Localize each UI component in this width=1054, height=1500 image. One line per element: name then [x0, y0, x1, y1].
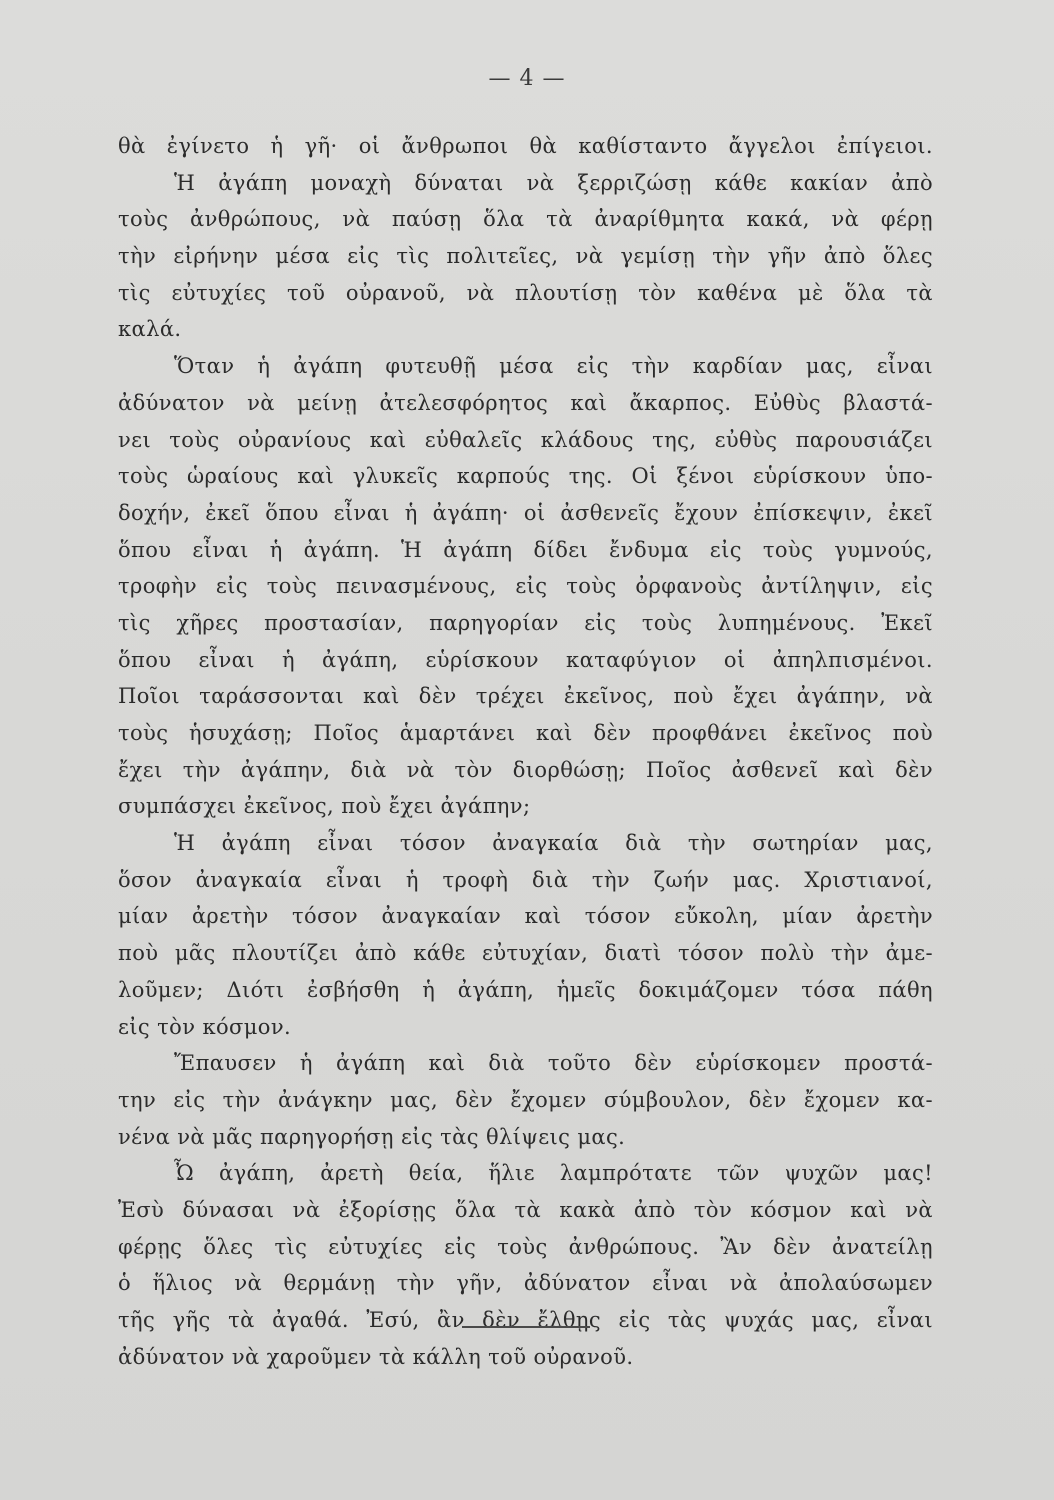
text-line: Ἡ ἀγάπη μοναχὴ δύναται νὰ ξερριζώσῃ κάθε κακίαν ἀπὸ [174, 170, 933, 195]
text-line: τροφὴν εἰς τοὺς πεινασμένους, εἰς τοὺς ὀρφανοὺς ἀντίληψιν, εἰς [118, 574, 933, 599]
text-line: θὰ ἐγίνετο ἡ γῆ· οἱ ἄνθρωποι θὰ καθίσταντο ἄγγελοι ἐπίγειοι. [118, 134, 933, 158]
text-line: ἀδύνατον νὰ μείνῃ ἀτελεσφόρητος καὶ ἄκαρπος. Εὐθὺς βλαστά- [118, 390, 933, 415]
text-line: εἰς τὸν κόσμον. [118, 1014, 292, 1039]
text-line: τοὺς ἀνθρώπους, νὰ παύσῃ ὅλα τὰ ἀναρίθμητα κακά, νὰ φέρῃ [118, 207, 933, 232]
text-line: τοὺς ὡραίους καὶ γλυκεῖς καρπούς της. Οἱ ξένοι εὑρίσκουν ὑπο- [118, 464, 933, 489]
text-line: Ποῖοι ταράσσονται καὶ δὲν τρέχει ἐκεῖνος, ποὺ ἔχει ἀγάπην, νὰ [118, 684, 933, 709]
text-line: ὅπου εἶναι ἡ ἀγάπη. Ἡ ἀγάπη δίδει ἔνδυμα εἰς τοὺς γυμνούς, [118, 537, 933, 562]
text-line: Ὅταν ἡ ἀγάπη φυτευθῇ μέσα εἰς τὴν καρδίαν μας, εἶναι [174, 354, 933, 379]
text-line: Ὦ ἀγάπη, ἀρετὴ θεία, ἥλιε λαμπρότατε τῶν ψυχῶν μας! [174, 1161, 933, 1186]
end-rule [462, 1326, 590, 1328]
text-line: ἀδύνατον νὰ χαροῦμεν τὰ κάλλη τοῦ οὐρανοῦ. [118, 1344, 634, 1369]
text-line: τοὺς ἡσυχάσῃ; Ποῖος ἁμαρτάνει καὶ δὲν προφθάνει ἐκεῖνος ποὺ [118, 721, 933, 745]
text-line: τὴν εἰρήνην μέσα εἰς τὶς πολιτεῖες, νὰ γεμίσῃ τὴν γῆν ἀπὸ ὅλες [118, 244, 933, 269]
text-line: τὶς εὐτυχίες τοῦ οὐρανοῦ, νὰ πλουτίσῃ τὸν καθένα μὲ ὅλα τὰ [118, 280, 933, 305]
text-line: Ἡ ἀγάπη εἶναι τόσον ἀναγκαία διὰ τὴν σωτηρίαν μας, [174, 831, 933, 856]
text-line: μίαν ἀρετὴν τόσον ἀναγκαίαν καὶ τόσον εὔκολη, μίαν ἀρετὴν [118, 904, 933, 929]
text-line: νένα νὰ μᾶς παρηγορήσῃ εἰς τὰς θλίψεις μας. [118, 1124, 626, 1149]
text-line: ὅπου εἶναι ἡ ἀγάπη, εὑρίσκουν καταφύγιον οἱ ἀπηλπισμένοι. [118, 647, 933, 672]
text-line: τὶς χῆρες προστασίαν, παρηγορίαν εἰς τοὺς λυπημένους. Ἐκεῖ [118, 610, 933, 635]
body-text [118, 128, 933, 1375]
text-line: την εἰς τὴν ἀνάγκην μας, δὲν ἔχομεν σύμβουλον, δὲν ἔχομεν κα- [118, 1087, 933, 1112]
text-line: καλά. [118, 317, 182, 342]
text-line: Ἐσὺ δύνασαι νὰ ἐξορίσῃς ὅλα τὰ κακὰ ἀπὸ τὸν κόσμον καὶ νὰ [118, 1197, 933, 1222]
page-number: — 4 — [488, 66, 566, 91]
text-line: νει τοὺς οὐρανίους καὶ εὐθαλεῖς κλάδους της, εὐθὺς παρουσιάζει [118, 427, 933, 452]
text-line: Ἔπαυσεν ἡ ἀγάπη καὶ διὰ τοῦτο δὲν εὑρίσκομεν προστά- [174, 1051, 933, 1076]
text-line: τῆς γῆς τὰ ἀγαθά. Ἐσύ, ἂν δὲν ἔλθῃς εἰς τὰς ψυχάς μας, εἶναι [118, 1308, 933, 1332]
text-line: συμπάσχει ἐκεῖνος, ποὺ ἔχει ἀγάπην; [118, 794, 531, 819]
text-line: ποὺ μᾶς πλουτίζει ἀπὸ κάθε εὐτυχίαν, διατὶ τόσον πολὺ τὴν ἀμε- [118, 941, 933, 966]
text-line: ἔχει τὴν ἀγάπην, διὰ νὰ τὸν διορθώσῃ; Ποῖος ἀσθενεῖ καὶ δὲν [118, 757, 933, 782]
text-line: λοῦμεν; Διότι ἐσβήσθη ἡ ἀγάπη, ἡμεῖς δοκιμάζομεν τόσα πάθη [118, 977, 933, 1002]
text-line: ὅσον ἀναγκαία εἶναι ἡ τροφὴ διὰ τὴν ζωήν μας. Χριστιανοί, [118, 867, 933, 892]
text-line: δοχήν, ἐκεῖ ὅπου εἶναι ἡ ἀγάπη· οἱ ἀσθενεῖς ἔχουν ἐπίσκεψιν, ἐκεῖ [118, 500, 933, 525]
text-line: φέρῃς ὅλες τὶς εὐτυχίες εἰς τοὺς ἀνθρώπους. Ἂν δὲν ἀνατείλῃ [118, 1234, 933, 1259]
text-line: ὁ ἥλιος νὰ θερμάνῃ τὴν γῆν, ἀδύνατον εἶναι νὰ ἀπολαύσωμεν [118, 1271, 933, 1296]
